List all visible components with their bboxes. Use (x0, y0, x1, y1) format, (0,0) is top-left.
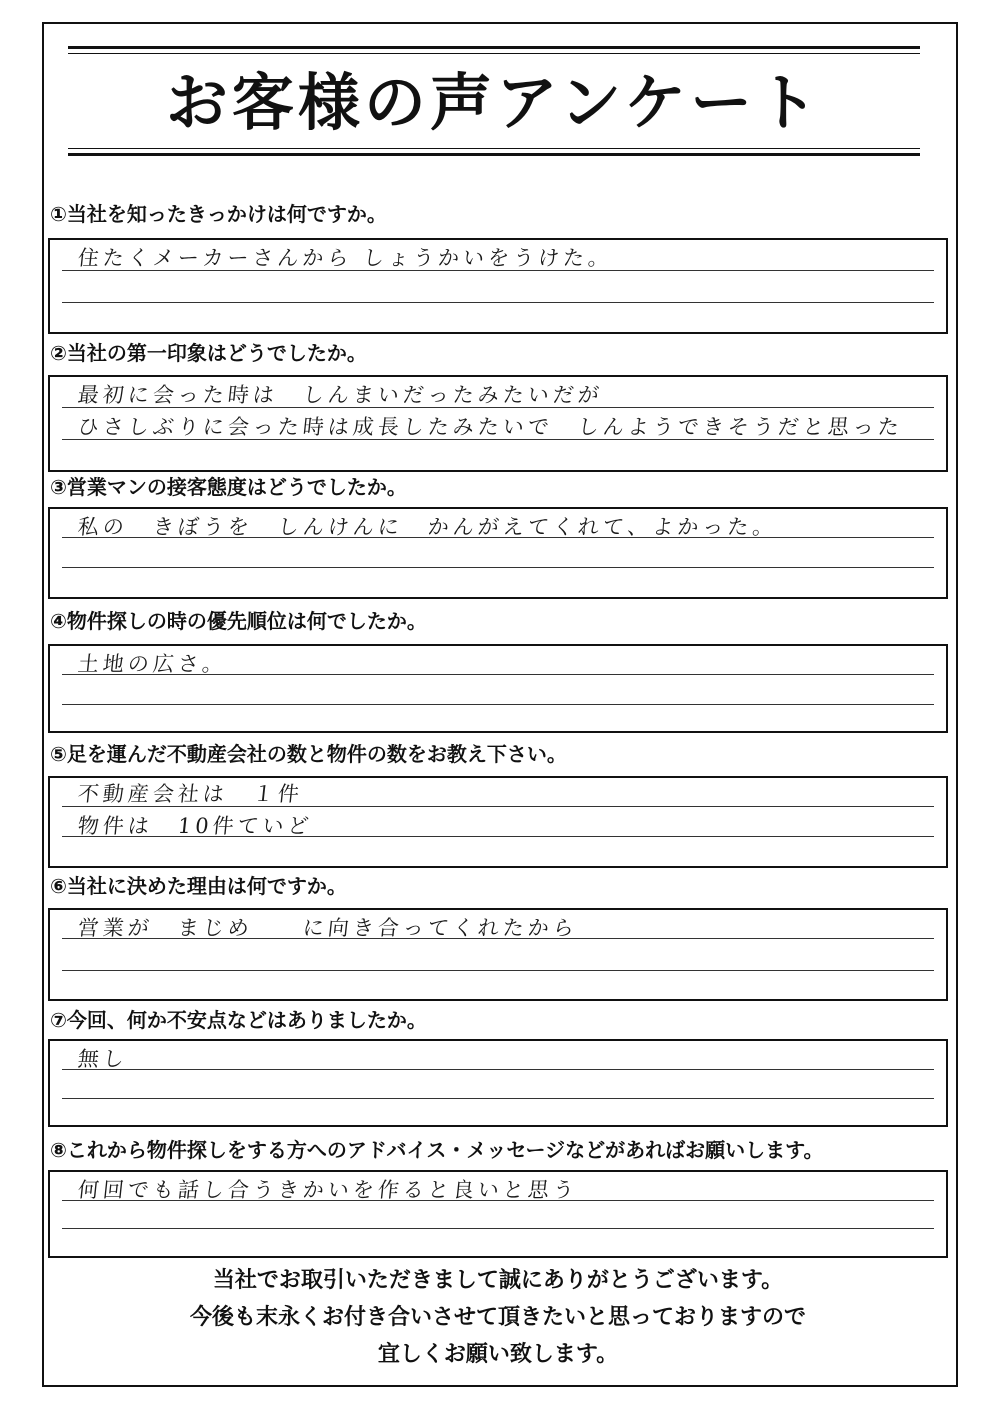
title-top-rule-thin (68, 53, 920, 54)
writing-line (62, 970, 934, 971)
answer-3-box (48, 507, 948, 599)
answer-2-box (48, 375, 948, 472)
question-7-label: ⑦今回、何か不安点などはありましたか。 (50, 1008, 427, 1032)
answer-5-line-2: 物件は 10件ていど (76, 814, 314, 838)
answer-6-box (48, 908, 948, 1001)
title-bottom-rule (68, 153, 920, 156)
writing-line (62, 439, 934, 440)
writing-line (62, 407, 934, 408)
survey-title: お客様の声アンケート (165, 66, 823, 139)
answer-2-line-1: 最初に会った時は しんまいだったみたいだが (76, 383, 605, 407)
answer-3-line-1: 私の きぼうを しんけんに かんがえてくれて、よかった。 (76, 515, 779, 539)
answer-7-line-1: 無し (76, 1047, 130, 1071)
closing-message (48, 1262, 948, 1373)
question-6-label: ⑥当社に決めた理由は何ですか。 (50, 874, 347, 898)
closing-line-3: 宜しくお願い致します。 (377, 1342, 619, 1367)
writing-line (62, 537, 934, 538)
question-3-label: ③営業マンの接客態度はどうでしたか。 (50, 475, 407, 499)
writing-line (62, 674, 934, 675)
writing-line (62, 938, 934, 939)
question-5-label: ⑤足を運んだ不動産会社の数と物件の数をお教え下さい。 (50, 742, 567, 766)
question-1-label: ①当社を知ったきっかけは何ですか。 (50, 202, 387, 226)
answer-2-line-2: ひさしぶりに会った時は成長したみたいで しんようできそうだと思った (76, 415, 905, 439)
answer-5-line-1: 不動産会社は １件 (76, 782, 305, 806)
answer-5-box (48, 776, 948, 868)
writing-line (62, 567, 934, 568)
question-2-label: ②当社の第一印象はどうでしたか。 (50, 341, 367, 365)
writing-line (62, 270, 934, 271)
answer-1-line-1: 住たくメーカーさんから しょうかいをうけた。 (76, 246, 615, 270)
writing-line (62, 1200, 934, 1201)
writing-line (62, 302, 934, 303)
answer-4-box (48, 644, 948, 733)
closing-line-1: 当社でお取引いただきまして誠にありがとうございます。 (212, 1268, 784, 1293)
answer-8-line-1: 何回でも話し合うきかいを作ると良いと思う (76, 1178, 580, 1202)
answer-8-box (48, 1170, 948, 1258)
writing-line (62, 806, 934, 807)
writing-line (62, 1098, 934, 1099)
writing-line (62, 1228, 934, 1229)
writing-line (62, 1069, 934, 1070)
question-4-label: ④物件探しの時の優先順位は何でしたか。 (50, 609, 427, 633)
closing-line-2: 今後も末永くお付き合いさせて頂きたいと思っておりますので (189, 1305, 806, 1330)
answer-1-box (48, 238, 948, 334)
writing-line (62, 836, 934, 837)
answer-4-line-1: 土地の広さ。 (76, 652, 229, 676)
title-bottom-rule-thin (68, 148, 920, 149)
answer-6-line-1: 営業が まじめ に向き合ってくれたから (76, 916, 580, 940)
writing-line (62, 704, 934, 705)
answer-7-box (48, 1039, 948, 1127)
title-top-rule (68, 46, 920, 49)
question-8-label: ⑧これから物件探しをする方へのアドバイス・メッセージなどがあればお願いします。 (50, 1138, 824, 1162)
